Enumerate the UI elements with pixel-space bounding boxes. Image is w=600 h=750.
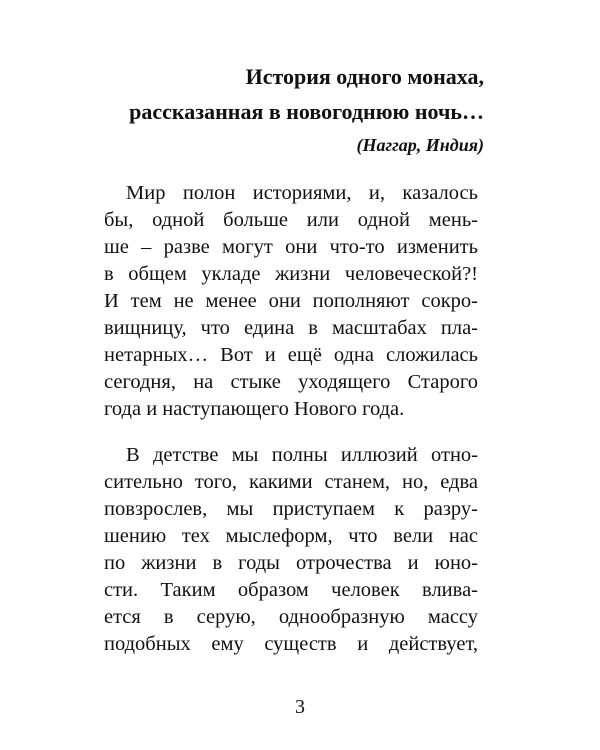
paragraph-line: нетарных… Вот и ещё одна сложилась <box>104 344 478 366</box>
chapter-title-line-2: рассказанная в новогоднюю ночь… <box>129 99 484 124</box>
paragraph-line: сегодня, на стыке уходящего Старого <box>104 371 478 393</box>
paragraph-line: вищницу, что едина в масштабах пла- <box>104 317 478 339</box>
paragraph-line: шению тех мыслеформ, что вели нас <box>104 525 478 547</box>
paragraph-line: года и наступающего Нового года. <box>104 398 405 420</box>
paragraph-line: И тем не менее они пополняют сокро- <box>104 290 478 312</box>
paragraph-line: сительно того, какими станем, но, едва <box>104 471 478 493</box>
paragraph-line: В детстве мы полны иллюзий отно- <box>126 444 478 466</box>
paragraph-line: подобных ему существ и действует, <box>104 633 478 655</box>
paragraph-line: в общем укладе жизни человеческой?! <box>104 263 478 285</box>
chapter-subtitle: (Наггар, Индия) <box>356 135 484 155</box>
paragraph-line: по жизни в годы отрочества и юно- <box>104 552 478 574</box>
paragraph-line: ше – разве могут они что-то изменить <box>104 236 478 258</box>
paragraph-line: бы, одной больше или одной мень- <box>104 209 478 231</box>
paragraph-line: ется в серую, однообразную массу <box>104 606 478 628</box>
page-number: 3 <box>295 696 305 718</box>
paragraph-line: Мир полон историями, и, казалось <box>126 182 478 204</box>
paragraph-line: сти. Таким образом человек влива- <box>104 579 478 601</box>
chapter-title-line-1: История одного монаха, <box>245 64 484 89</box>
paragraph-line: повзрослев, мы приступаем к разру- <box>104 498 478 520</box>
